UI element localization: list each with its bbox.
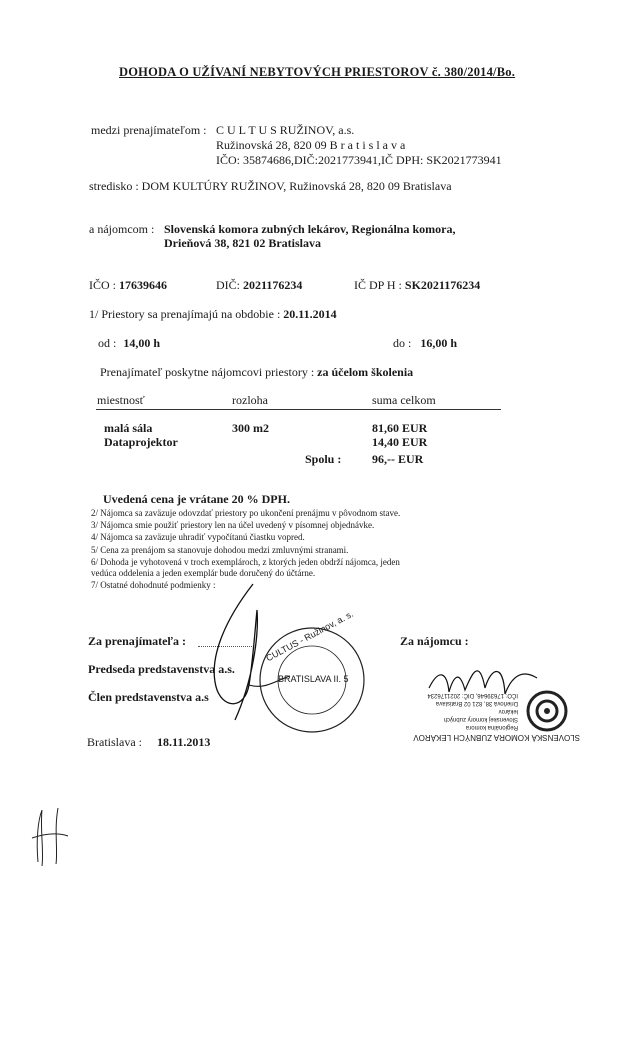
tenant-prefix: a nájomcom : (89, 222, 155, 236)
clause-4: 4/ Nájomca sa zaväzuje uhradiť vypočítanú čiastku vopred. (91, 532, 305, 542)
purpose-row (100, 365, 413, 380)
purpose-text: Prenajímateľ poskytne nájomcovi priestory : (100, 365, 315, 379)
tenant-address: Drieňová 38, 821 02 Bratislava (164, 236, 321, 250)
skzl-stamp-org: SLOVENSKÁ KOMORA ZUBNÝCH LEKÁROV (413, 733, 580, 742)
icdph-value: SK2021176234 (404, 278, 481, 292)
to-row (393, 336, 457, 351)
table-row-1-room: malá sála (104, 421, 153, 435)
member-label: Člen predstavenstva a.s (88, 690, 209, 704)
period-text: 1/ Priestory sa prenajímajú na obdobie : (89, 307, 281, 321)
table-row-2-room: Dataprojektor (104, 435, 178, 449)
to-value: 16,00 h (420, 336, 458, 350)
skzl-stamp-line-5: IČO: 17639646, DIČ: 2021176234 (427, 692, 518, 698)
icdph-row (354, 278, 480, 293)
clause-5: 5/ Cena za prenájom sa stanovuje dohodou medzi zmluvnými stranami. (91, 545, 349, 555)
period-date: 20.11.2014 (283, 307, 337, 321)
ico-row (89, 278, 167, 293)
dic-value: 2021176234 (243, 278, 303, 292)
table-row-1-price: 81,60 EUR (372, 421, 428, 435)
ico-value: 17639646 (119, 278, 167, 292)
skzl-stamp-line-1: Regionálna komora (465, 724, 518, 730)
period-row (89, 307, 337, 322)
from-value: 14,00 h (123, 336, 161, 350)
skzl-stamp-line-2: Slovenskej komory zubných (443, 716, 518, 722)
landlord-prefix: medzi prenajímateľom : (91, 123, 207, 137)
total-value: 96,-- EUR (372, 452, 424, 466)
landlord-name: C U L T U S RUŽINOV, a.s. (216, 123, 355, 137)
cultus-stamp (257, 608, 367, 735)
center-line: stredisko : DOM KULTÚRY RUŽINOV, Ružinovská 28, 820 09 Bratislava (89, 179, 452, 193)
purpose-value: za účelom školenia (317, 365, 414, 379)
skzl-stamp-line-3: lekárov (498, 708, 518, 714)
tenant-handwritten-signature (425, 648, 545, 718)
tenant-signature-label: Za nájomcu : (400, 634, 469, 648)
table-row-1-area: 300 m2 (232, 421, 269, 435)
table-header-room: miestnosť (97, 393, 145, 407)
to-label: do : (393, 336, 412, 350)
dic-label: DIČ: (216, 278, 240, 292)
table-header-price: suma celkom (372, 393, 436, 407)
vat-note: Uvedená cena je vrátane 20 % DPH. (103, 492, 290, 506)
table-header-rule (96, 409, 501, 410)
place-label: Bratislava : (87, 735, 142, 749)
icdph-label: IČ DP H : (354, 278, 402, 292)
from-row (98, 336, 160, 351)
initials-signature (28, 800, 78, 870)
place-date-row (87, 735, 210, 750)
clause-7: 7/ Ostatné dohodnuté podmienky : (91, 580, 216, 590)
landlord-ids: IČO: 35874686,DIČ:2021773941,IČ DPH: SK2021773941 (216, 153, 502, 167)
cultus-stamp-top: CULTUS - Ružinov, a. s. (264, 608, 355, 664)
table-row-2-price: 14,40 EUR (372, 435, 428, 449)
clause-6-cont: vedúca oddelenia a jeden exemplár bude doručený do účtárne. (91, 568, 316, 578)
clause-6: 6/ Dohoda je vyhotovená v troch exemplároch, z ktorých jeden obdrží nájomca, jeden (91, 557, 400, 567)
dic-row (216, 278, 302, 293)
skzl-stamp-line-4: Drieňová 38, 821 02 Bratislava (435, 700, 518, 706)
tenant-name: Slovenská komora zubných lekárov, Regionálna komora, (164, 222, 456, 236)
cultus-stamp-center: BRATISLAVA II. 5 (278, 674, 349, 684)
chair-label: Predseda predstavenstva a.s. (88, 662, 235, 676)
ico-label: IČO : (89, 278, 116, 292)
from-label: od : (98, 336, 117, 350)
document-title: DOHODA O UŽÍVANÍ NEBYTOVÝCH PRIESTOROV č. 380/2014/Bo. (119, 65, 516, 79)
landlord-address: Ružinovská 28, 820 09 B r a t i s l a v a (216, 138, 406, 152)
signing-date: 18.11.2013 (156, 735, 211, 749)
table-header-area: rozloha (232, 393, 268, 407)
total-label: Spolu : (305, 452, 342, 466)
clause-3: 3/ Nájomca smie použiť priestory len na účel uvedený v písomnej objednávke. (91, 520, 375, 530)
clause-2: 2/ Nájomca sa zaväzuje odovzdať priestory po ukončení prenájmu v pôvodnom stave. (91, 508, 401, 518)
landlord-signature-label: Za prenajímateľa : (88, 634, 187, 648)
